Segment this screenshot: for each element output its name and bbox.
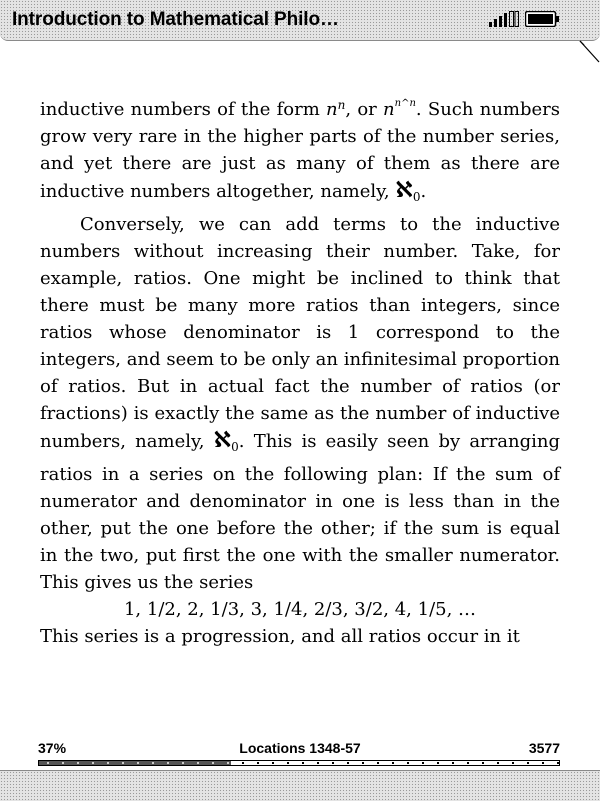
battery-icon — [525, 11, 559, 27]
chapter-tick — [557, 762, 559, 764]
chapter-tick — [362, 762, 364, 764]
chapter-tick — [107, 762, 109, 764]
chapter-tick — [47, 762, 49, 764]
chapter-tick — [392, 762, 394, 764]
chapter-tick — [137, 762, 139, 764]
chapter-tick — [257, 762, 259, 764]
chapter-tick — [512, 762, 514, 764]
chapter-tick — [437, 762, 439, 764]
chapter-tick — [62, 762, 64, 764]
chapter-tick — [77, 762, 79, 764]
paragraph: inductive numbers of the form $n^n$, or $n^{n\^{}n}$. Such numbers grow very rare in the higher parts of the number series, and yet there are just as many of them as there are inductive numbers altogether, namely, ℵ$_0$. — [40, 98, 560, 204]
chapter-tick — [197, 762, 199, 764]
ratio-series: 1, 1/2, 2, 1/3, 3, 1/4, 2/3, 3/2, 4, 1/5, … — [123, 599, 477, 620]
progress-percent: 37% — [38, 740, 67, 756]
chapter-tick — [482, 762, 484, 764]
chapter-tick — [212, 762, 214, 764]
chapter-tick — [287, 762, 289, 764]
chapter-tick — [227, 762, 229, 764]
aleph-symbol: ℵ — [395, 178, 413, 203]
paragraph: This series is a progression, and all ratios occur in it — [40, 626, 520, 647]
chapter-tick — [377, 762, 379, 764]
bottom-frame — [0, 770, 600, 801]
chapter-ticks — [39, 761, 559, 765]
chapter-tick — [467, 762, 469, 764]
aleph-symbol: ℵ — [213, 428, 232, 453]
chapter-tick — [182, 762, 184, 764]
chapter-tick — [527, 762, 529, 764]
chapter-tick — [347, 762, 349, 764]
chapter-tick — [542, 762, 544, 764]
chapter-tick — [272, 762, 274, 764]
chapter-tick — [242, 762, 244, 764]
chapter-tick — [317, 762, 319, 764]
chapter-tick — [422, 762, 424, 764]
paragraph: Conversely, we can add terms to the inductive numbers without increasing their number. Take, for example, ratios. One might be inclined to think that there must be many more ratios than integers, since ratios whose denominator is 1 correspond to the integers, and seem to be only an infinitesimal proportion of ratios. But in actual fact the number of ratios (or fractions) is exactly the same as the number of inductive numbers, namely, ℵ$_0$. This is easily seen by arranging ratios in a series on the following plan: If the sum of numerator and denominator in one is less than in the other, put the one before the other; if the sum is equal in the two, put first the one with the smaller numerator. This gives us the series — [40, 214, 560, 593]
chapter-tick — [332, 762, 334, 764]
total-locations: 3577 — [528, 740, 560, 756]
location-range: Locations 1348-57 — [239, 740, 361, 756]
chapter-tick — [452, 762, 454, 764]
bookmark-corner-icon[interactable] — [578, 40, 600, 64]
chapter-tick — [407, 762, 409, 764]
book-page-text — [40, 90, 560, 650]
chapter-tick — [497, 762, 499, 764]
book-title: Introduction to Mathematical Philo… — [12, 9, 339, 30]
chapter-tick — [92, 762, 94, 764]
status-bar — [0, 0, 600, 41]
chapter-tick — [167, 762, 169, 764]
reading-progress-bar[interactable] — [38, 760, 560, 766]
signal-strength-icon — [489, 11, 519, 27]
chapter-tick — [302, 762, 304, 764]
chapter-tick — [152, 762, 154, 764]
reading-footer — [0, 740, 600, 760]
chapter-tick — [122, 762, 124, 764]
